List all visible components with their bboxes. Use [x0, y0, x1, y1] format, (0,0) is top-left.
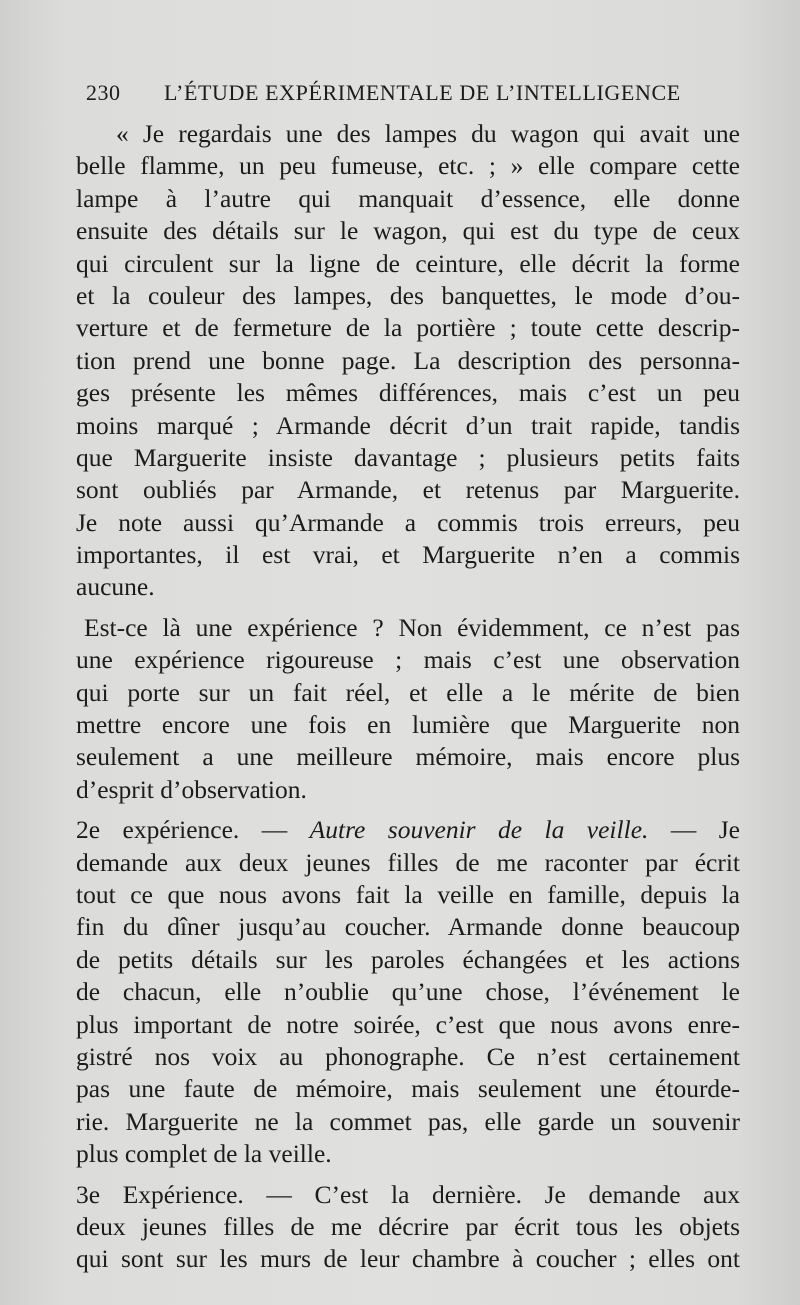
text-line: d’esprit d’observation.	[76, 774, 307, 804]
text-line: moins marqué ; Armande décrit d’un trait rapide, tandis	[76, 410, 740, 440]
text-line: fin du dîner jusqu’au coucher. Armande donne beaucoup	[76, 912, 740, 942]
page-body	[76, 118, 740, 1276]
text-line: qui sont sur les murs de leur chambre à coucher ; elles ont	[76, 1244, 740, 1274]
running-title: L’ÉTUDE EXPÉRIMENTALE DE L’INTELLIGENCE	[164, 80, 681, 105]
text-line: lampe à l’autre qui manquait d’essence, elle donne	[76, 183, 740, 213]
text-line: ges présente les mêmes différences, mais c’est un peu	[76, 378, 740, 408]
text-line: importantes, il est vrai, et Marguerite n’en a commis	[76, 540, 740, 570]
experiment-heading-line	[76, 814, 740, 846]
text-line: une expérience rigoureuse ; mais c’est une observation	[76, 645, 740, 675]
text-line: Est-ce là une expérience ? Non évidemment, ce n’est pas	[84, 612, 740, 642]
text-line: mettre encore une fois en lumière que Marguerite non	[76, 710, 740, 740]
text-line: verture et de fermeture de la portière ; toute cette descrip-	[76, 313, 740, 343]
text-line: Je note aussi qu’Armande a commis trois erreurs, peu	[76, 507, 740, 537]
experiment-lead: 2e expérience. —	[76, 815, 310, 845]
text-line: qui porte sur un fait réel, et elle a le mérite de bien	[76, 677, 740, 707]
text-line: rie. Marguerite ne la commet pas, elle garde un souvenir	[76, 1106, 740, 1136]
text-line: de chacun, elle n’oublie qu’une chose, l’événement le	[76, 977, 740, 1007]
experiment-italic-title: Autre souvenir de la veille.	[309, 815, 649, 845]
text-line: plus complet de la veille.	[76, 1139, 332, 1169]
page-number: 230	[86, 80, 121, 105]
text-line: seulement a une meilleure mémoire, mais encore plus	[76, 742, 740, 772]
text-line: ensuite des détails sur le wagon, qui est du type de ceux	[76, 216, 740, 246]
page-header	[86, 80, 736, 114]
paragraph-4	[76, 1179, 740, 1276]
text-line: demande aux deux jeunes filles de me raconter par écrit	[76, 847, 740, 877]
paragraph-2	[76, 612, 740, 806]
text-line: 3e Expérience. — C’est la dernière. Je demande aux	[76, 1179, 740, 1209]
text-line: belle flamme, un peu fumeuse, etc. ; » elle compare cette	[76, 151, 740, 181]
paragraph-1	[76, 118, 740, 604]
text-line: « Je regardais une des lampes du wagon qui avait une	[116, 119, 740, 148]
text-line: gistré nos voix au phonographe. Ce n’est certainement	[76, 1041, 740, 1071]
text-line: sont oubliés par Armande, et retenus par Marguerite.	[76, 475, 740, 505]
paragraph-3	[76, 814, 740, 1170]
text-line: que Marguerite insiste davantage ; plusieurs petits faits	[76, 442, 740, 472]
text-line: aucune.	[76, 572, 155, 602]
text-line: et la couleur des lampes, des banquettes, le mode d’ou-	[76, 280, 740, 310]
text-line: pas une faute de mémoire, mais seulement une étourde-	[76, 1074, 740, 1104]
experiment-tail: — Je	[648, 815, 740, 845]
text-line: deux jeunes filles de me décrire par écrit tous les objets	[76, 1211, 740, 1241]
text-line: qui circulent sur la ligne de ceinture, elle décrit la forme	[76, 248, 740, 278]
text-line: de petits détails sur les paroles échangées et les actions	[76, 944, 740, 974]
text-line: tout ce que nous avons fait la veille en famille, depuis la	[76, 879, 740, 909]
text-line: tion prend une bonne page. La description des personna-	[76, 345, 740, 375]
text-line: plus important de notre soirée, c’est que nous avons enre-	[76, 1009, 740, 1039]
